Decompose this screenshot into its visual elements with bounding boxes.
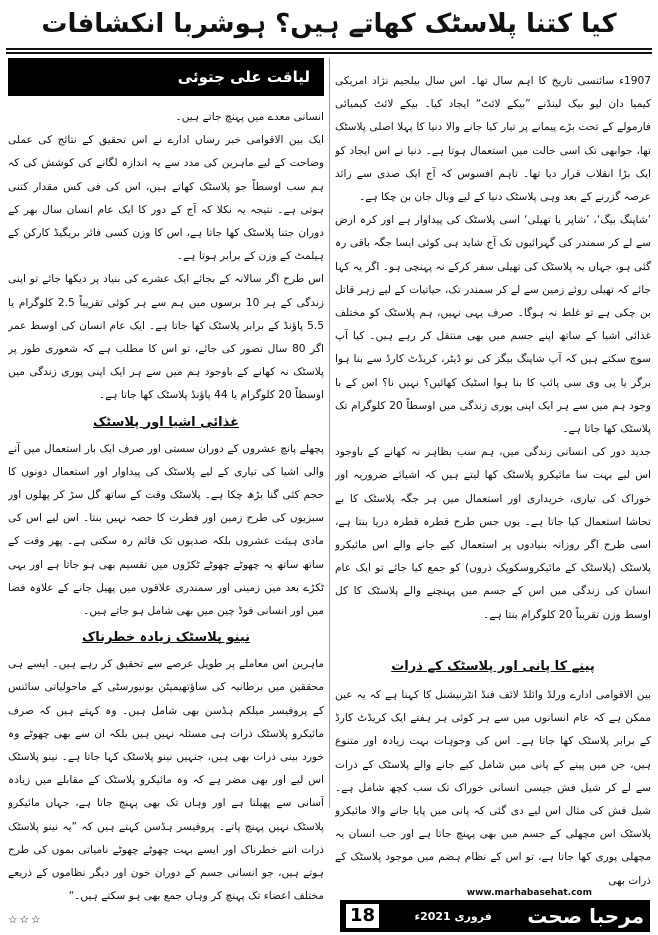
column-divider [329,58,330,808]
section-heading: غذائی اشیا اور پلاسٹک [92,414,240,430]
article-headline: کیا کتنا پلاسٹک کھاتے ہیں؟ ہوشربا انکشافات [41,9,617,39]
headline-rule-top [6,48,652,50]
left-column [8,106,324,926]
paragraph: پچھلے پانچ عشروں کے دوران سستی اور صرف ایک بار استعمال میں آنے والی اشیا کی تیاری کے لیے پلاسٹک کی پیداوار اور استعمال دونوں کا حجم کئی گنا بڑھ چکا ہے۔ پلاسٹک وقت کے ساتھ گل سڑ کر پھلوں اور سبزیوں کی طرح زمین اور فطرت کا حصہ نہیں بنتا۔ اس لیے اس کی مادی ہیئت عشروں بلکہ صدیوں تک قائم رہ سکتی ہے۔ پھر وقت کے ساتھ ساتھ یہ چھوٹے چھوٹے ٹکڑوں میں تقسیم بھی ہو جاتا ہے اور یہی ٹکڑے بعد میں زمینی اور سمندری علاقوں میں پھیل جانے کے علاوہ فضا میں اور انسانی فوڈ چین میں بھی شامل ہو جاتے ہیں۔ [8,442,324,618]
paragraph: اس طرح اگر سالانہ کے بجائے ایک عشرے کی بنیاد پر دیکھا جائے تو اپنی زندگی کے ہر 10 برسوں میں ہم سے ہر کوئی تقریباً 2.5 کلوگرام یا 5.5 پاؤنڈ کے برابر پلاسٹک کھا جاتا ہے۔ ایک عام انسان کی اوسط عمر اگر 80 سال تصور کی جائے، تو اس کا مطلب ہے کہ شعوری طور پر پلاسٹک نہ کھانے کے باوجود ہم میں سے ہر ایک اپنی پوری زندگی میں اوسطاً 20 کلوگرام یا 44 پاؤنڈ پلاسٹک کھا جاتا ہے۔ [8,273,324,402]
paragraph: 1907ء سائنسی تاریخ کا اہم سال تھا۔ اس سال بیلجیم نژاد امریکی کیمیا دان لیو بیک لینڈنے ”بیکے لائٹ“ ایجاد کیا۔ بیکے لائٹ کیمیائی فارمولے کے تحت بڑے پیمانے پر تیار کیا جانے والا دنیا کا پہلا اصلی پلاسٹک تھا، جوابھی تک اسی حالت میں استعمال ہوتا ہے۔ دنیا نے اس ایجاد کو ایک بڑا انقلاب قرار دیا تھا۔ تاہم افسوس کہ آج ایک صدی سے زائد عرصہ گزرنے کے بعد وہی پلاسٹک دنیا کے لیے وبال جان بن چکا ہے۔ [335,75,651,204]
end-stars: ☆☆☆ [8,913,43,926]
headline-rule-bottom [6,52,652,54]
paragraph: انسانی معدے میں پہنچ جاتے ہیں۔ [175,111,324,123]
paragraph: جدید دور کی انسانی زندگی میں، ہم سب بظاہر نہ کھانے کے باوجود اس لیے بہت سا مائیکرو پلاسٹک کھا لیتے ہیں کہ اشیائے ضروریہ اور خوراک کی تیاری، خریداری اور استعمال میں ہر جگہ پلاسٹک کا بے تحاشا استعمال کیا جاتا ہے۔ یوں جس طرح قطرہ قطرہ دریا بنتا ہے، اسی طرح اگر روزانہ بنیادوں پر استعمال کیے جانے والے اس مائیکرو پلاسٹک (پلاسٹک کے مائیکروسکوپک ذروں) کو جمع کیا جائے تو ایک عام انسان کی زندگی میں اس کے جسم میں پہنچنے والے پلاسٹک کا کل اوسط وزن تقریباً 20 کلوگرام بنتا ہے۔ [335,446,651,621]
magazine-footer [340,900,650,932]
paragraph: ماہرین اس معاملے پر طویل عرصے سے تحقیق کر رہے ہیں۔ ایسے ہی محققین میں برطانیہ کی ساؤتھیمپٹن یونیورسٹی کے ماحولیاتی سائنس کے پروفیسر میلکم ہڈسن بھی شامل ہیں۔ وہ کہتے ہیں کہ صرف مائیکرو پلاسٹک ذرات ہی مسئلہ نہیں ہیں بلکہ ان سے بھی چھوٹے وہ خورد بینی ذرات بھی ہیں، جنہیں نینو پلاسٹک کہا جاتا ہے۔ نینو پلاسٹک اس لیے اور بھی مضر ہے کہ وہ مائیکرو پلاسٹک کے مقابلے میں زیادہ آسانی سے پھیلتا ہے اور وہاں تک بھی پہنچ جاتا ہے، جہاں مائیکرو پلاسٹک نہیں پہنچ پاتے۔ پروفیسر ہڈسن کہتے ہیں کہ ”یہ نینو پلاسٹک ذرات اتنے خطرناک اور ایسے بہت چھوٹے چھوٹے نامیاتی بموں کی طرح ہوتے ہیں، جو انسانی جسم کے دوران خون اور دیگر نظاموں کے ذریعے مختلف اعضاء تک پہنچ کر وہاں جمع بھی ہو سکتے ہیں۔“ [8,658,324,903]
section-heading: نینو پلاسٹک زیادہ خطرناک [81,630,251,646]
magazine-logo: مرحبا صحت [527,904,644,928]
paragraph: ایک بین الاقوامی خبر رساں ادارے نے اس تحقیق کے نتائج کی عملی وضاحت کے لیے ماہرین کی مدد سے یہ اندازہ لگانے کی کوشش کی کہ ہم سب اوسطاً جو پلاسٹک کھاتے ہیں، اس کی فی کس مقدار کتنی ہوتی ہے۔ نتیجہ یہ نکلا کہ آج کے دور کا ایک عام انسان سال بھر کے دوران جتنا پلاسٹک کھا جاتا ہے، اس کا وزن کسی فائر بریگیڈ کارکن کے ہیلمٹ کے وزن کے برابر ہوتا ہے۔ [8,134,324,263]
page-number: 18 [346,904,379,928]
paragraph: بین الاقوامی ادارے ورلڈ وائلڈ لائف فنڈ انٹرنیشنل کا کہنا ہے کہ یہ عین ممکن ہے کہ عام انسانوں میں سے ہر کوئی ہر ہفتے ایک کریڈٹ کارڈ کے برابر پلاسٹک کھا جاتا ہے۔ اس کی وجوہات بہت زیادہ اور متنوع ہیں، جن میں پینے کے پانی میں شامل کیے جانے والے پلاسٹک کے ذرات سے لے کر شیل فش جیسی انسانی خوراک تک سب کچھ شامل ہے۔ شیل فش کی مثال اس لیے دی گئی کہ پانی میں پایا جانے والا مائیکرو پلاسٹک اس مچھلی کے جسم میں بھی پہنچ جاتا ہے اور جب انسان یہ مچھلی پوری کھا جاتا ہے، تو اس کے نظام ہضم میں موجود پلاسٹک کے ذرات بھی [335,689,651,887]
section-heading: پینے کا پانی اور پلاسٹک کے ذرات [391,659,595,674]
author-byline: لیاقت علی جتوئی [8,58,324,96]
right-column-bottom [335,684,651,889]
paragraph: ’شاپنگ بیگ‘، ’شاپر یا تھیلی‘ اسی پلاسٹک کی پیداوار ہے اور کرہ ارض سے لے کر سمندر کی گہرائیوں تک آج شاید ہی کوئی ایسا جگہ باقی رہ گئی ہو، جہاں یہ پلاسٹک کی تھیلی سفر کرکے نہ پہنچی ہو۔ اگر یہ کہا جائے کہ تھیلی روئے زمین سے لے کر سمندر تک، حیاتیات کے لیے زہر قاتل بن چکی ہے تو غلط نہ ہوگا۔ صرف یہی نہیں، ہم پلاسٹک کو مختلف غذائی اشیا کے ساتھ اپنے جسم میں بھی منتقل کر رہے ہیں۔ کیا آپ سوچ سکتے ہیں کہ آپ شاپنگ بیگز کی نو ڈیٹر، کریڈٹ کارڈ سے بنا ہوا برگر یا پی وی سی پائپ کا بنا ہوا اسٹیک کھائیں؟ نہیں نا؟ اس کے با وجود ہم میں سے ہر ایک اپنی پوری زندگی میں اوسطاً 20 کلوگرام تک پلاسٹک کھا جاتا ہے۔ [335,214,651,436]
issue-date: فروری 2021ء [414,909,492,923]
website-url[interactable]: www.marhabasehat.com [466,888,592,898]
